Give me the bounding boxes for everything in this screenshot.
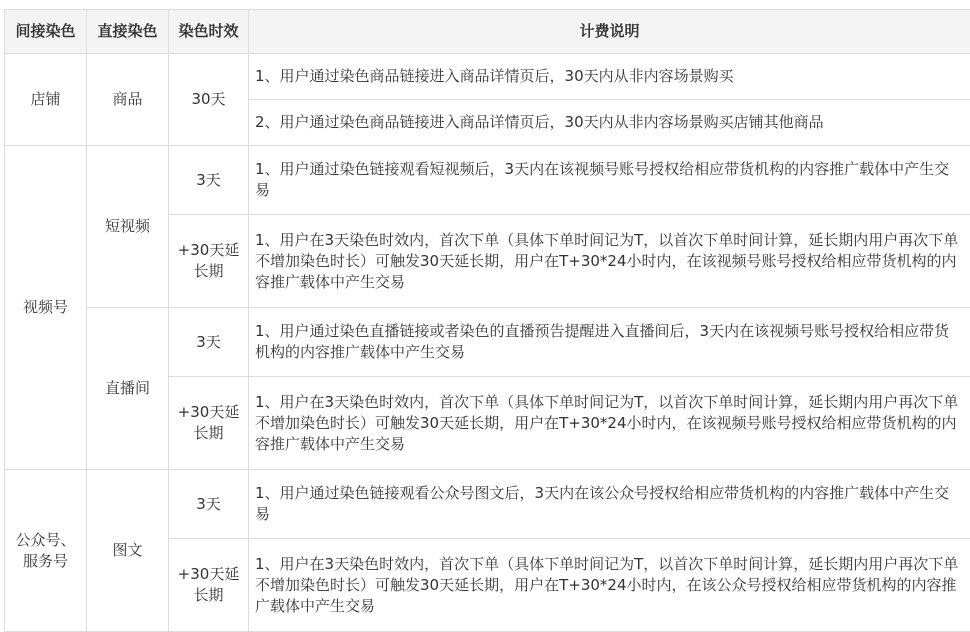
billing-rule-cell: 1、用户在3天染色时效内，首次下单（具体下单时间记为T，以首次下单时间计算，延长期内用户再次下单不增加染色时长）可触发30天延长期，用户在T+30*24小时内，在该视频号账号授权给相应带货机构的内容推广载体中产生交易 [249, 215, 970, 308]
table-body [5, 54, 970, 632]
table-row [5, 308, 970, 377]
table-row [5, 146, 970, 215]
duration-cell: 3天 [169, 146, 249, 215]
billing-rule-cell: 1、用户通过染色直播链接或者染色的直播预告提醒进入直播间后，3天内在该视频号账号授权给相应带货机构的内容推广载体中产生交易 [249, 308, 970, 377]
duration-cell: 3天 [169, 308, 249, 377]
duration-cell: 30天 [169, 54, 249, 146]
billing-rule-cell: 1、用户在3天染色时效内，首次下单（具体下单时间记为T，以首次下单时间计算，延长期内用户再次下单不增加染色时长）可触发30天延长期，用户在T+30*24小时内，在该公众号授权给相应带货机构的内容推广载体中产生交易 [249, 539, 970, 632]
duration-cell: +30天延长期 [169, 539, 249, 632]
header-coloring-duration: 染色时效 [169, 10, 249, 54]
indirect-channels-cell: 视频号 [5, 146, 87, 470]
header-indirect-coloring: 间接染色 [5, 10, 87, 54]
table-row [5, 470, 970, 539]
header-direct-coloring: 直接染色 [87, 10, 169, 54]
billing-rule-cell: 1、用户在3天染色时效内，首次下单（具体下单时间记为T，以首次下单时间计算，延长期内用户再次下单不增加染色时长）可触发30天延长期，用户在T+30*24小时内，在该视频号账号授权给相应带货机构的内容推广载体中产生交易 [249, 377, 970, 470]
table-row [5, 54, 970, 100]
table-header [5, 10, 970, 54]
direct-live-room-cell: 直播间 [87, 308, 169, 470]
duration-cell: 3天 [169, 470, 249, 539]
billing-rule-cell: 1、用户通过染色链接观看公众号图文后，3天内在该公众号授权给相应带货机构的内容推广载体中产生交易 [249, 470, 970, 539]
indirect-store-cell: 店铺 [5, 54, 87, 146]
indirect-official-account-cell: 公众号、服务号 [5, 470, 87, 632]
billing-rule-cell: 1、用户通过染色链接观看短视频后，3天内在该视频号账号授权给相应带货机构的内容推广载体中产生交易 [249, 146, 970, 215]
duration-cell: +30天延长期 [169, 215, 249, 308]
header-billing-description: 计费说明 [249, 10, 970, 54]
direct-short-video-cell: 短视频 [87, 146, 169, 308]
direct-article-cell: 图文 [87, 470, 169, 632]
header-row [5, 10, 970, 54]
billing-rule-cell: 1、用户通过染色商品链接进入商品详情页后，30天内从非内容场景购买 [249, 54, 970, 100]
direct-product-cell: 商品 [87, 54, 169, 146]
billing-rules-table [4, 9, 970, 632]
billing-rule-cell: 2、用户通过染色商品链接进入商品详情页后，30天内从非内容场景购买店铺其他商品 [249, 100, 970, 146]
duration-cell: +30天延长期 [169, 377, 249, 470]
